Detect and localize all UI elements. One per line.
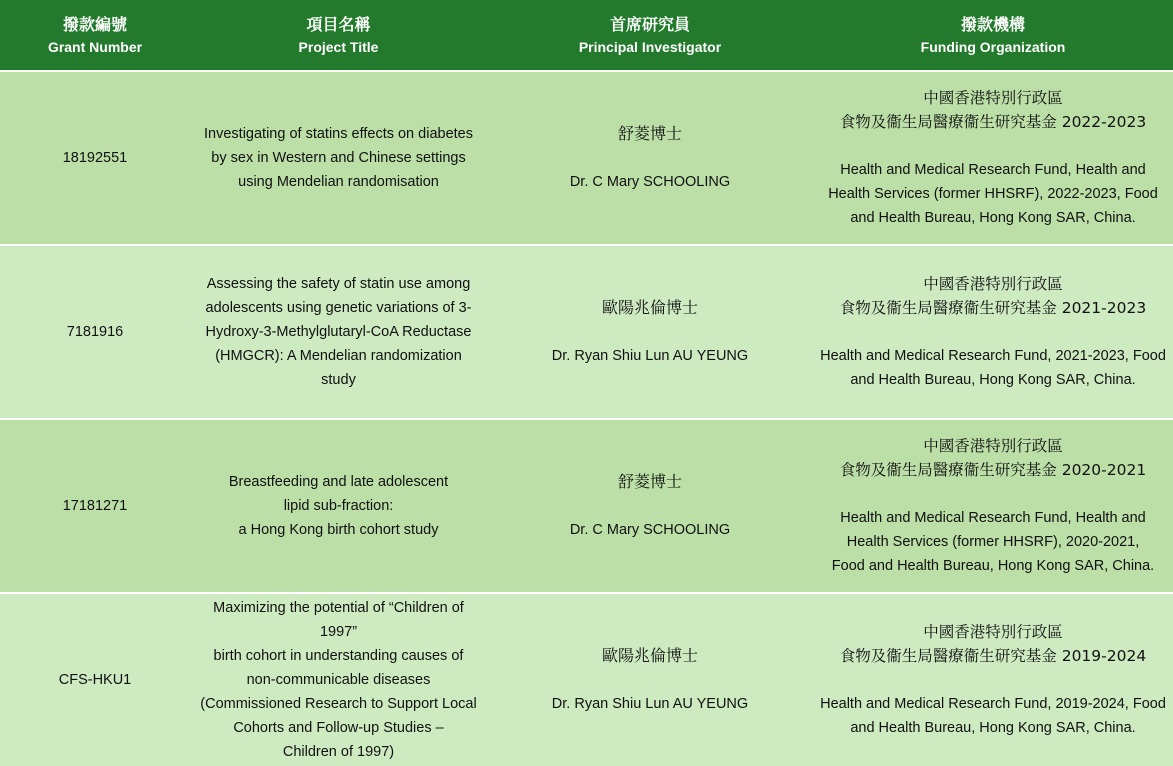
title-line: (HMGCR): A Mendelian randomization study: [215, 348, 462, 388]
table-header-row: [0, 0, 1173, 71]
fund-line-zh: 中國香港特別行政區: [923, 623, 1063, 641]
pi-name-zh: 舒菱博士: [617, 124, 682, 143]
header-principal-investigator: [487, 0, 813, 71]
funding-organization-cell: [813, 71, 1173, 245]
pi-name-zh: 歐陽兆倫博士: [601, 298, 698, 317]
fund-line-zh: 中國香港特別行政區: [923, 437, 1063, 455]
fund-line-en: Health and Medical Research Fund, 2019-2024, Food: [820, 696, 1166, 712]
fund-line-en: Food and Health Bureau, Hong Kong SAR, China.: [831, 558, 1155, 574]
fund-line-en: Health Services (former HHSRF), 2020-2021,: [846, 534, 1140, 550]
project-title-cell: [190, 593, 487, 766]
fund-line-en: and Health Bureau, Hong Kong SAR, China.: [850, 720, 1136, 736]
pi-name-en: Dr. Ryan Shiu Lun AU YEUNG: [551, 348, 749, 364]
header-grant-number: [0, 0, 190, 71]
grant-number-cell: 17181271: [62, 498, 128, 514]
table-row: [0, 419, 1173, 593]
pi-name-en: Dr. C Mary SCHOOLING: [569, 522, 731, 538]
title-line: non-communicable diseases: [246, 672, 431, 688]
pi-name-zh: 舒菱博士: [617, 472, 682, 491]
table-row: [0, 245, 1173, 419]
title-line: Children of 1997): [282, 744, 395, 760]
fund-line-zh: 食物及衞生局醫療衞生研究基金 2020-2021: [839, 461, 1147, 479]
fund-line-zh: 食物及衞生局醫療衞生研究基金 2019-2024: [839, 647, 1147, 665]
header-fund-en: Funding Organization: [920, 39, 1066, 55]
header-pi-zh: 首席研究員: [609, 15, 690, 34]
header-title-zh: 項目名稱: [306, 15, 371, 34]
header-grant-zh: 撥款編號: [62, 15, 127, 34]
title-line: Hydroxy-3-Methylglutaryl-CoA Reductase: [205, 324, 472, 340]
header-title-en: Project Title: [298, 39, 379, 55]
fund-line-en: and Health Bureau, Hong Kong SAR, China.: [850, 210, 1136, 226]
fund-line-zh: 食物及衞生局醫療衞生研究基金 2022-2023: [839, 113, 1147, 131]
grant-number-cell: 7181916: [66, 324, 124, 340]
title-line: lipid sub-fraction:: [283, 498, 394, 514]
title-line: adolescents using genetic variations of 3-: [205, 300, 472, 316]
fund-line-zh: 中國香港特別行政區: [923, 89, 1063, 107]
fund-line-en: Health and Medical Research Fund, Health and: [840, 162, 1146, 178]
fund-line-en: Health and Medical Research Fund, Health and: [840, 510, 1146, 526]
fund-line-en: Health and Medical Research Fund, 2021-2023, Food: [820, 348, 1166, 364]
principal-investigator-cell: [487, 419, 813, 593]
title-line: using Mendelian randomisation: [238, 174, 439, 190]
title-line: Assessing the safety of statin use among: [206, 276, 471, 292]
header-grant-en: Grant Number: [47, 39, 143, 55]
pi-name-en: Dr. Ryan Shiu Lun AU YEUNG: [551, 696, 749, 712]
principal-investigator-cell: [487, 593, 813, 766]
fund-line-en: Health Services (former HHSRF), 2022-2023, Food: [828, 186, 1158, 202]
fund-line-en: and Health Bureau, Hong Kong SAR, China.: [850, 372, 1136, 388]
fund-line-zh: 食物及衞生局醫療衞生研究基金 2021-2023: [839, 299, 1147, 317]
principal-investigator-cell: [487, 71, 813, 245]
header-pi-en: Principal Investigator: [578, 39, 722, 55]
header-project-title: [190, 0, 487, 71]
principal-investigator-cell: [487, 245, 813, 419]
header-funding-organization: [813, 0, 1173, 71]
funding-organization-cell: [813, 593, 1173, 766]
funding-organization-cell: [813, 419, 1173, 593]
title-line: a Hong Kong birth cohort study: [238, 522, 439, 538]
project-title-cell: [190, 245, 487, 419]
title-line: birth cohort in understanding causes of: [213, 648, 464, 664]
title-line: Maximizing the potential of “Children of 1997”: [213, 600, 464, 640]
table-row: [0, 71, 1173, 245]
title-line: by sex in Western and Chinese settings: [211, 150, 466, 166]
title-line: Breastfeeding and late adolescent: [228, 474, 449, 490]
title-line: Cohorts and Follow-up Studies –: [233, 720, 444, 736]
title-line: (Commissioned Research to Support Local: [200, 696, 477, 712]
grant-number-cell: CFS-HKU1: [58, 672, 132, 688]
funding-organization-cell: [813, 245, 1173, 419]
header-fund-zh: 撥款機構: [960, 15, 1025, 34]
project-title-cell: [190, 419, 487, 593]
fund-line-zh: 中國香港特別行政區: [923, 275, 1063, 293]
grant-number-cell: 18192551: [62, 150, 128, 166]
pi-name-zh: 歐陽兆倫博士: [601, 646, 698, 665]
pi-name-en: Dr. C Mary SCHOOLING: [569, 174, 731, 190]
project-title-cell: [190, 71, 487, 245]
table-row: [0, 593, 1173, 766]
title-line: Investigating of statins effects on diabetes: [204, 126, 473, 142]
